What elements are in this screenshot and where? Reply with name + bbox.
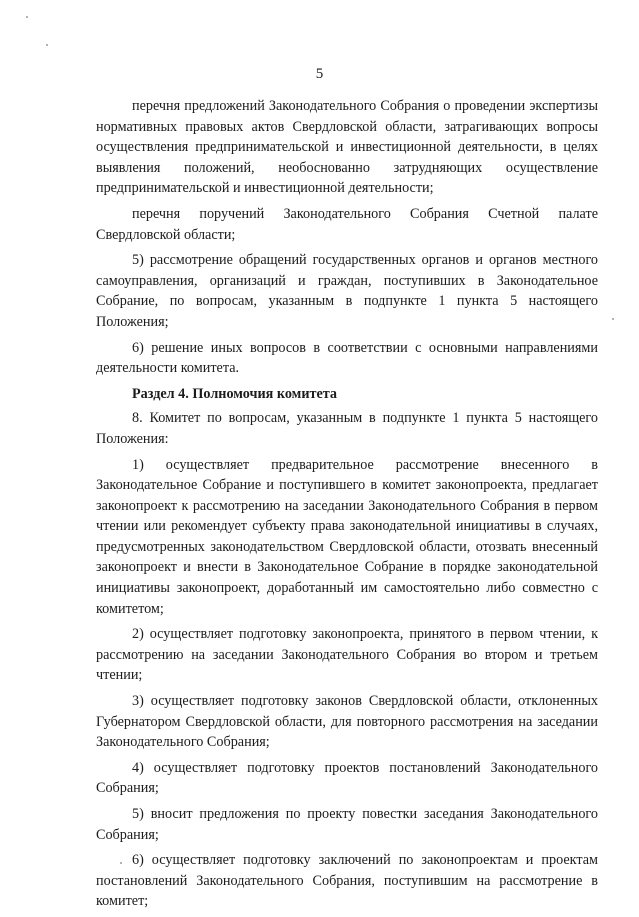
- paragraph: перечня поручений Законодательного Собрания Счетной палате Свердловской области;: [96, 205, 598, 243]
- paragraph: 5) вносит предложения по проекту повестки заседания Законодательного Собрания;: [96, 806, 598, 843]
- scan-speck: [46, 44, 48, 46]
- paragraph: 8. Комитет по вопросам, указанным в подпункте 1 пункта 5 настоящего Положения:: [96, 410, 598, 447]
- paragraph: 4) осуществляет подготовку проектов постановлений Законодательного Собрания;: [96, 759, 598, 797]
- paragraph: 1) осуществляет предварительное рассмотрение внесенного в Законодательное Собрание и поступившего в комитет законопроекта, предлагает законопроект к рассмотрению на заседании Законодательного Собрания в первом чтении или рекомендует субъекту права законодательной инициативы в случаях, предусмотренных законодательством Свердловской области, отозвать внесенный законопроект и внести в Законодательное Собрание в порядке законодательной инициативы законопроект, доработанный им самостоятельно либо совместно с комитетом;: [96, 456, 598, 617]
- section-heading: Раздел 4. Полномочия комитета: [132, 385, 338, 402]
- paragraph: 3) осуществляет подготовку законов Свердловской области, отклоненных Губернатором Свердловской области, для повторного рассмотрения на заседании Законодательного Собрания;: [96, 693, 598, 751]
- page-number: 5: [315, 66, 324, 82]
- paragraph: 6) осуществляет подготовку заключений по законопроектам и проектам постановлений Законодательного Собрания, поступившим на рассмотрение в комитет;: [96, 852, 598, 910]
- scan-speck: [26, 16, 28, 18]
- paragraph: 5) рассмотрение обращений государственных органов и органов местного самоуправления, организаций и граждан, поступивших в Законодательное Собрание, по вопросам, указанным в подпункте 1 пункта 5 настоящего Положения;: [96, 252, 598, 330]
- paragraph: 6) решение иных вопросов в соответствии с основными направлениями деятельности комитета.: [96, 339, 598, 377]
- paragraph: 2) осуществляет подготовку законопроекта, принятого в первом чтении, к рассмотрению на заседании Законодательного Собрания во втором и третьем чтении;: [96, 626, 598, 684]
- document-body: [96, 96, 598, 917]
- scan-speck: [612, 318, 614, 320]
- paragraph: перечня предложений Законодательного Собрания о проведении экспертизы нормативных правовых актов Свердловской области, затрагивающих вопросы осуществления предпринимательской и инвестиционной деятельности, в целях выявления положений, необоснованно затрудняющих осуществление предпринимательской и инвестиционной деятельности;: [96, 98, 598, 197]
